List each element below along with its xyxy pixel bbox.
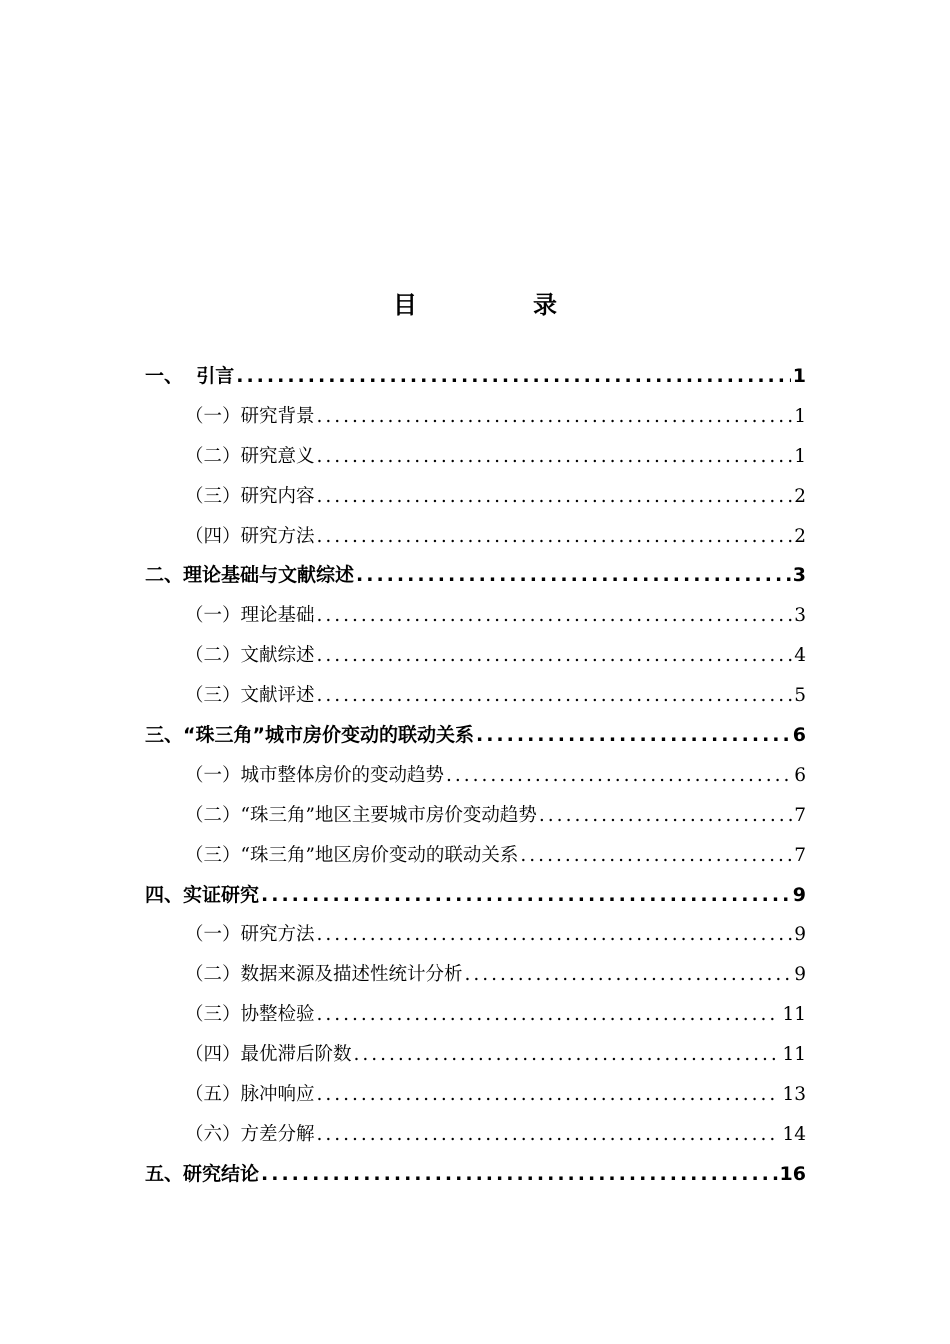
toc-dot-leader (317, 1075, 781, 1115)
toc-page-number: 9 (792, 883, 806, 906)
toc-entry-title: （三）研究内容 (185, 485, 315, 507)
toc-section-entry[interactable] (145, 756, 806, 796)
toc-page-number: 9 (794, 924, 806, 946)
toc-dot-leader (317, 596, 793, 636)
toc-page-number: 2 (794, 485, 806, 507)
toc-entry-title: （一）研究背景 (185, 405, 315, 427)
toc-dot-leader (539, 796, 792, 836)
toc-dot-leader (261, 1155, 778, 1195)
toc-title: 目 录 (393, 291, 603, 319)
toc-entry-title: （二）数据来源及描述性统计分析 (185, 964, 463, 986)
toc-entry-title: （一）研究方法 (185, 924, 315, 946)
toc-section-entry[interactable] (145, 517, 806, 557)
toc-page-number: 6 (794, 764, 806, 786)
toc-entry-title: （四）最优滞后阶数 (185, 1044, 352, 1066)
toc-entry-title: （二）“珠三角”地区主要城市房价变动趋势 (185, 804, 537, 826)
toc-section-entry[interactable] (145, 636, 806, 676)
toc-dot-leader (354, 1035, 781, 1075)
toc-entry-title: （一）城市整体房价的变动趋势 (185, 764, 445, 786)
toc-entry-title: 一、 引言 (145, 365, 235, 387)
toc-entry-title: 二、理论基础与文献综述 (145, 564, 355, 587)
toc-page-number: 2 (794, 525, 806, 547)
toc-section-entry[interactable] (145, 836, 806, 876)
toc-section-entry[interactable] (145, 477, 806, 517)
toc-entry-title: （五）脉冲响应 (185, 1084, 315, 1106)
toc-section-entry[interactable] (145, 955, 806, 995)
toc-entry-title: （四）研究方法 (185, 525, 315, 547)
toc-entry-title: 三、“珠三角”城市房价变动的联动关系 (145, 724, 474, 747)
toc-dot-leader (317, 636, 793, 676)
toc-chapter-entry[interactable] (145, 876, 806, 916)
toc-dot-leader (317, 437, 793, 477)
toc-dot-leader (317, 477, 793, 517)
toc-page-number: 11 (782, 1044, 806, 1066)
toc-chapter-entry[interactable] (145, 716, 806, 756)
toc-section-entry[interactable] (145, 437, 806, 477)
toc-section-entry[interactable] (145, 1075, 806, 1115)
toc-dot-leader (446, 756, 792, 796)
toc-dot-leader (261, 876, 791, 916)
toc-section-entry[interactable] (145, 676, 806, 716)
toc-dot-leader (317, 915, 793, 955)
toc-entry-title: （三）文献评述 (185, 685, 315, 707)
toc-page-number: 7 (794, 844, 806, 866)
toc-page-number: 11 (782, 1004, 806, 1026)
toc-page-number: 1 (794, 445, 806, 467)
toc-dot-leader (520, 836, 792, 876)
toc-list (145, 357, 806, 1195)
toc-page-number: 3 (792, 564, 806, 587)
toc-page-number: 16 (779, 1162, 806, 1185)
toc-page-number: 14 (782, 1123, 806, 1145)
toc-dot-leader (317, 517, 793, 557)
toc-entry-title: （三）“珠三角”地区房价变动的联动关系 (185, 844, 519, 866)
toc-page-number: 4 (794, 645, 806, 667)
toc-chapter-entry[interactable] (145, 357, 806, 397)
toc-chapter-entry[interactable] (145, 556, 806, 596)
toc-entry-title: （三）协整检验 (185, 1004, 315, 1026)
toc-section-entry[interactable] (145, 915, 806, 955)
toc-entry-title: （二）文献综述 (185, 645, 315, 667)
toc-section-entry[interactable] (145, 796, 806, 836)
toc-page-number: 1 (794, 405, 806, 427)
toc-dot-leader (317, 1115, 781, 1155)
toc-dot-leader (317, 995, 781, 1035)
toc-section-entry[interactable] (145, 995, 806, 1035)
toc-page-number: 3 (794, 605, 806, 627)
toc-section-entry[interactable] (145, 1035, 806, 1075)
toc-dot-leader (317, 397, 793, 437)
toc-page-number: 6 (792, 724, 806, 747)
toc-entry-title: （一）理论基础 (185, 605, 315, 627)
toc-dot-leader (236, 357, 791, 397)
toc-section-entry[interactable] (145, 397, 806, 437)
toc-dot-leader (465, 955, 793, 995)
toc-page-number: 5 (794, 685, 806, 707)
toc-section-entry[interactable] (145, 1115, 806, 1155)
toc-dot-leader (356, 556, 791, 596)
toc-entry-title: 四、实证研究 (145, 883, 260, 906)
toc-dot-leader (476, 716, 791, 756)
toc-section-entry[interactable] (145, 596, 806, 636)
toc-page-number: 9 (794, 964, 806, 986)
toc-entry-title: （二）研究意义 (185, 445, 315, 467)
toc-entry-title: 五、研究结论 (145, 1162, 260, 1185)
toc-page-number: 1 (792, 365, 806, 387)
toc-chapter-entry[interactable] (145, 1155, 806, 1195)
toc-dot-leader (317, 676, 793, 716)
toc-page-number: 7 (794, 804, 806, 826)
toc-entry-title: （六）方差分解 (185, 1123, 315, 1145)
toc-page-number: 13 (782, 1084, 806, 1106)
